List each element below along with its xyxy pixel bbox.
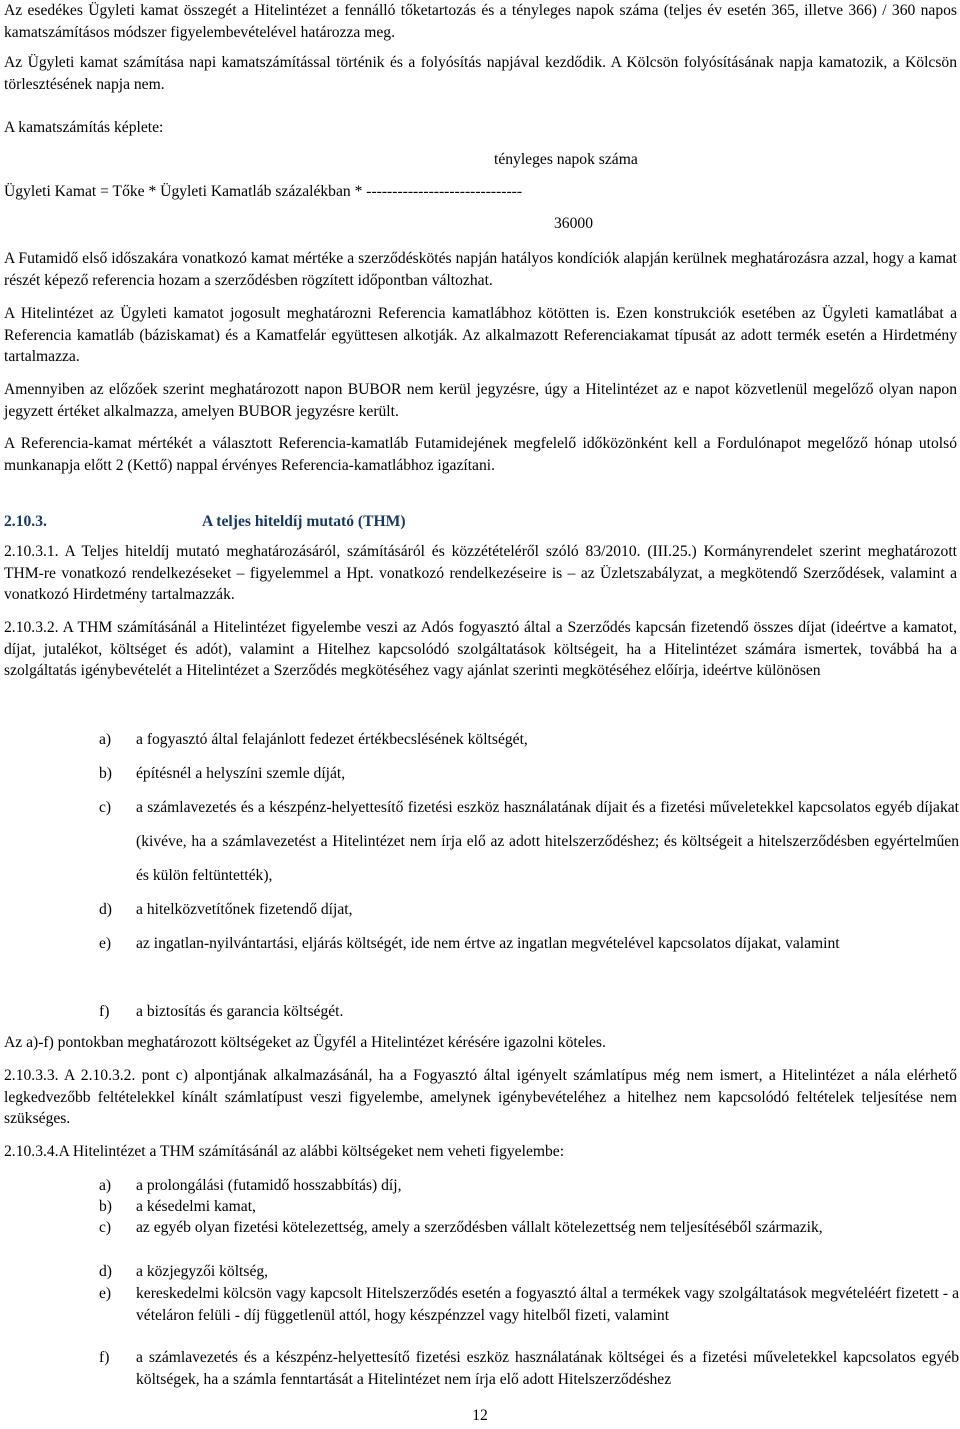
list1-item-b: [99, 757, 959, 791]
list1-item-a: [99, 723, 959, 757]
list-item-label: f): [99, 1349, 110, 1366]
list-item-text: az ingatlan-nyilvántartási, eljárás költségét, ide nem értve az ingatlan megvételével kapcsolatos díjakat, valamint: [136, 935, 840, 952]
list-item-label: c): [99, 1219, 112, 1236]
list-item-text: a biztosítás és garancia költségét.: [136, 1003, 344, 1020]
list-item-text: a számlavezetés és a készpénz-helyettesítő fizetési eszköz használatának díjait és a fizetési műveletekkel kapcsolatos egyéb díjakat (kivéve, ha a számlavezetést a Hitelintézet nem írja elő az adott hitelszerződéshez; és költségeit a hitelszerződésben egyértelműen és külön feltüntették),: [136, 799, 959, 884]
paragraph-2-10-3-4: 2.10.3.4.A Hitelintézet a THM számításánál az alábbi költségeket nem veheti figyelembe:: [4, 1143, 565, 1160]
list-item-text: a prolongálási (futamidő hosszabbítás) díj,: [136, 1177, 402, 1194]
list2-item-f: [99, 1347, 959, 1390]
list-item-text: építésnél a helyszíni szemle díját,: [136, 765, 346, 782]
paragraph-cost-proof: Az a)-f) pontokban meghatározott költségeket az Ügyfél a Hitelintézet kérésére igazolni köteles.: [4, 1034, 606, 1051]
paragraph-2-10-3-2: 2.10.3.2. A THM számításánál a Hitelintézet figyelembe veszi az Adós fogyasztó által a Szerződés kapcsán fizetendő összes díjat (ideértve a kamatot, díjat, jutalékot, költséget és adót), valamint a Hitelhez kapcsolódó szolgáltatások költségeit, ha a Hitelintézet számára ismertek, továbbá ha a szolgáltatás igénybevételét a Hitelintézet a Szerződés megkötéséhez vagy ajánlat szerinti megkötéséhez előírja, ideértve különösen: [4, 619, 957, 679]
list2-item-c: [99, 1217, 959, 1239]
list-item-label: a): [99, 1177, 112, 1194]
page-number: 12: [472, 1407, 488, 1424]
list2-item-e: [99, 1283, 959, 1326]
list2-item-a: [99, 1175, 959, 1197]
paragraph-2-10-3-3: 2.10.3.3. A 2.10.3.2. pont c) alpontjának alkalmazásánál, ha a Fogyasztó által igényelt számlatípus még nem ismert, a Hitelintézet a nála elérhető legkedvezőbb feltételekkel kínált számlatípust veszi figyelembe, amelynek igénybevételéhez a hitelhez nem kapcsolódó feltételek teljesítése nem szükséges.: [4, 1067, 957, 1127]
list-item-text: a közjegyzői költség,: [136, 1263, 269, 1280]
paragraph-bubor: Amennyiben az előzőek szerint meghatározott napon BUBOR nem kerül jegyzésre, úgy a Hitelintézet az e napot közvetlenül megelőző olyan napon jegyzett értéket alkalmazza, amelyen BUBOR jegyzésre került.: [4, 381, 957, 420]
list2-item-d: [99, 1261, 959, 1283]
list-item-text: a fogyasztó által felajánlott fedezet értékbecslésének költségét,: [136, 731, 528, 748]
list-item-label: a): [99, 731, 112, 748]
list-item-label: d): [99, 1263, 112, 1280]
paragraph-2-10-3-1: 2.10.3.1. A Teljes hiteldíj mutató meghatározásáról, számításáról és közzétételéről szóló 83/2010. (III.25.) Kormányrendelet szerint meghatározott THM-re vonatkozó rendelkezéseket – figyelemmel a Hpt. vonatkozó rendelkezéseire is – az Üzletszabályzat, a megkötendő Szerződések, valamint a vonatkozó Hirdetmény tartalmazzák.: [4, 543, 957, 603]
list-item-text: kereskedelmi kölcsön vagy kapcsolt Hitelszerződés esetén a fogyasztó által a termékek vagy szolgáltatások megvételéért fizetett - a vételáron felüli - díj függetlenül attól, hogy készpénzzel vagy hitelből fizeti, valamint: [136, 1285, 959, 1324]
section-title: A teljes hiteldíj mutató (THM): [202, 513, 406, 530]
list-item-text: a késedelmi kamat,: [136, 1198, 256, 1215]
list-item-label: b): [99, 765, 112, 782]
formula-denominator: 36000: [554, 215, 593, 232]
list-item-label: d): [99, 901, 112, 918]
paragraph-interest-calculation-method: Az esedékes Ügyleti kamat összegét a Hitelintézet a fennálló tőketartozás és a tényleges napok száma (teljes év esetén 365, illetve 366) / 360 napos kamatszámításos módszer figyelembevételével határozza meg.: [4, 2, 957, 41]
formula-intro: A kamatszámítás képlete:: [4, 119, 164, 136]
list-item-label: c): [99, 799, 112, 816]
paragraph-reference-rate: A Hitelintézet az Ügyleti kamatot jogosult meghatározni Referencia kamatlábhoz kötötten is. Ezen konstrukciók esetében az Ügyleti kamatlábat a Referencia kamatláb (báziskamat) és a Kamatfelár együttesen alkotják. Az alkalmazott Referenciakamat típusát az adott termék esetén a Hirdetmény tartalmazza.: [4, 305, 957, 365]
list2-item-b: [99, 1196, 959, 1218]
list-item-label: e): [99, 1285, 112, 1302]
paragraph-first-period-rate: A Futamidő első időszakára vonatkozó kamat mértéke a szerződéskötés napján hatályos kondíciók alapján kerülnek meghatározásra azzal, hogy a kamat részét képező referencia hozam a szerződésben rögzített időpontban változhat.: [4, 250, 957, 289]
list-item-label: b): [99, 1198, 112, 1215]
list1-item-d: [99, 893, 959, 927]
formula-main-line: Ügyleti Kamat = Tőke * Ügyleti Kamatláb százalékban * ------------------------------: [4, 183, 523, 200]
list1-item-f: [99, 995, 959, 1029]
list1-item-e: [99, 927, 959, 961]
paragraph-daily-interest: Az Ügyleti kamat számítása napi kamatszámítással történik és a folyósítás napjával kezdődik. A Kölcsön folyósításának napja kamatozik, a Kölcsön törlesztésének napja nem.: [4, 54, 957, 93]
formula-numerator: tényleges napok száma: [494, 151, 638, 168]
list-item-label: f): [99, 1003, 110, 1020]
list-item-text: a számlavezetés és a készpénz-helyettesítő fizetési eszköz használatának költségei és a fizetési műveletekkel kapcsolatos egyéb költségek, ha a számla fenntartását a Hitelintézet nem írja elő adott Hitelszerződéshez: [136, 1349, 959, 1388]
list1-item-c: [99, 791, 959, 893]
paragraph-reference-adjustment: A Referencia-kamat mértékét a választott Referencia-kamatláb Futamidejének megfelelő időközönként kell a Fordulónapot megelőző hónap utolsó munkanapja előtt 2 (Kettő) nappal érvényes Referencia-kamatlábhoz igazítani.: [4, 435, 957, 474]
list-item-label: e): [99, 935, 112, 952]
list-item-text: az egyéb olyan fizetési kötelezettség, amely a szerződésben vállalt kötelezettség nem teljesítéséből származik,: [136, 1219, 823, 1236]
list-item-text: a hitelközvetítőnek fizetendő díjat,: [136, 901, 353, 918]
section-number: 2.10.3.: [4, 513, 47, 530]
